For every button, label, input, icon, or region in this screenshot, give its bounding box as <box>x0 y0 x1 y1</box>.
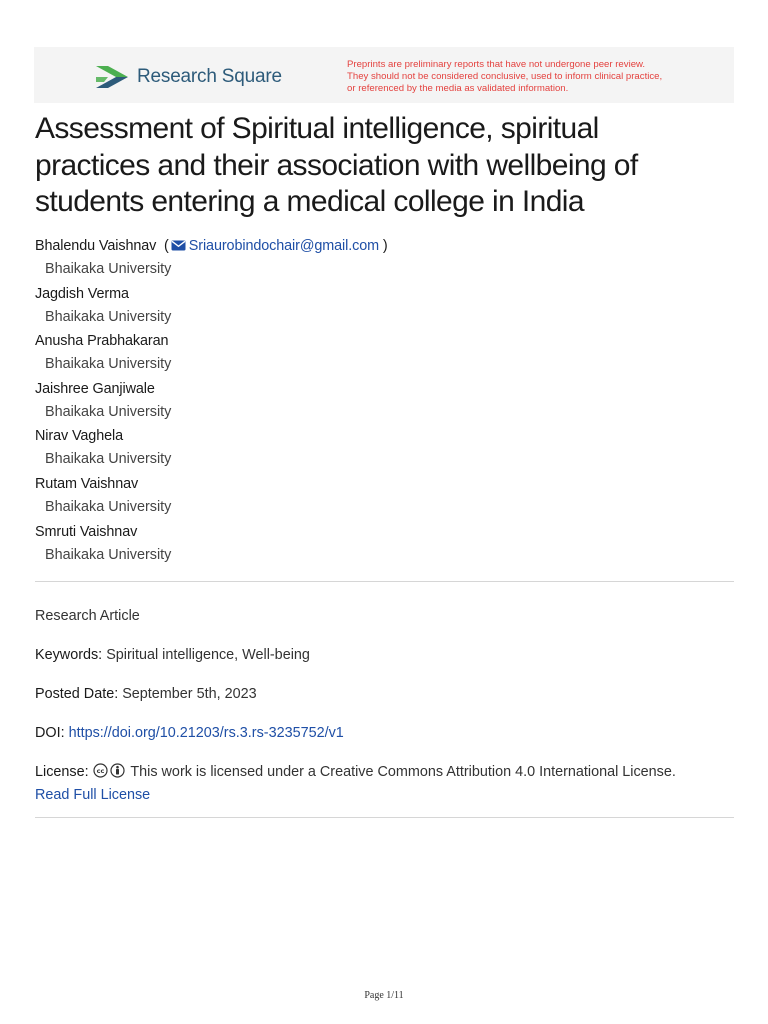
divider <box>35 817 734 818</box>
author-name: Bhalendu Vaishnav <box>35 238 157 254</box>
author-email-link[interactable]: Sriaurobindochair@gmail.com <box>188 238 380 254</box>
page-number: Page 1/11 <box>364 990 404 1001</box>
author-affiliation: Bhaikaka University <box>45 546 172 563</box>
attribution-icon <box>110 763 125 778</box>
research-square-logo-icon <box>94 63 130 91</box>
paren-open: ( <box>160 238 169 254</box>
license-row <box>35 761 735 806</box>
author-affiliation: Bhaikaka University <box>45 403 172 420</box>
author-name: Nirav Vaghela <box>35 428 124 445</box>
title-line: students entering a medical college in India <box>35 185 584 218</box>
author-entry <box>35 522 735 570</box>
author-affiliation: Bhaikaka University <box>45 261 172 277</box>
keywords-label: Keywords: <box>35 647 103 663</box>
author-name: Smruti Vaishnav <box>35 523 138 540</box>
author-name: Jagdish Verma <box>35 285 129 302</box>
author-name: Rutam Vaishnav <box>35 475 139 492</box>
article-type: Research Article <box>35 608 140 624</box>
author-entry <box>35 474 735 522</box>
disclaimer-line: They should not be considered conclusive, used to inform clinical practice, <box>347 71 663 82</box>
author-affiliation: Bhaikaka University <box>45 308 172 325</box>
preprint-banner <box>34 47 734 103</box>
research-square-logo[interactable] <box>94 63 282 91</box>
divider <box>35 581 734 582</box>
read-full-license-link[interactable]: Read Full License <box>35 787 151 803</box>
author-name: Jaishree Ganjiwale <box>35 380 155 397</box>
disclaimer-line: Preprints are preliminary reports that have not undergone peer review. <box>347 59 646 70</box>
doi-link[interactable]: https://doi.org/10.21203/rs.3.rs-3235752/v1 <box>68 725 344 741</box>
keywords-value: Spiritual intelligence, Well-being <box>106 647 310 663</box>
author-entry <box>35 426 735 474</box>
author-entry <box>35 284 735 332</box>
author-affiliation: Bhaikaka University <box>45 451 172 468</box>
author-entry <box>35 331 735 379</box>
author-entry <box>35 379 735 427</box>
svg-text:cc: cc <box>96 767 104 775</box>
author-name: Anusha Prabhakaran <box>35 333 169 350</box>
paper-title <box>35 111 735 221</box>
title-line: Assessment of Spiritual intelligence, spiritual <box>35 112 599 145</box>
creative-commons-icon <box>93 763 108 778</box>
posted-date-label: Posted Date: <box>35 686 119 702</box>
posted-date-row <box>35 683 735 705</box>
doi-row <box>35 722 735 744</box>
posted-date-value: September 5th, 2023 <box>122 686 257 702</box>
title-line: practices and their association with wellbeing of <box>35 148 638 182</box>
author-affiliation: Bhaikaka University <box>45 498 172 515</box>
brand-name: Research Square <box>137 66 282 87</box>
doi-label: DOI: <box>35 725 65 741</box>
envelope-icon <box>171 240 186 251</box>
disclaimer-line: or referenced by the media as validated information. <box>347 83 569 94</box>
license-text: This work is licensed under a Creative Commons Attribution 4.0 International License. <box>130 764 676 780</box>
paren-close: ) <box>379 238 388 254</box>
author-list <box>35 236 735 569</box>
license-label: License: <box>35 764 89 780</box>
preprint-disclaimer <box>347 59 707 95</box>
keywords-row <box>35 644 735 666</box>
author-affiliation: Bhaikaka University <box>45 356 172 373</box>
author-entry <box>35 236 735 284</box>
